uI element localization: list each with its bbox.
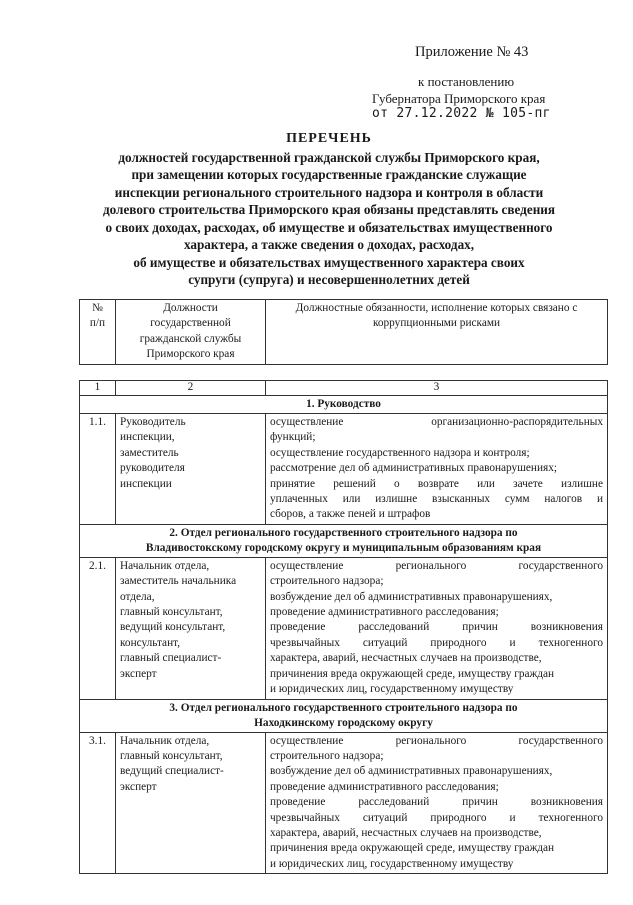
section-title-row	[80, 699, 608, 732]
duty-line: чрезвычайных ситуаций природного и техногенного	[270, 636, 603, 649]
title-line: супруги (супруга) и несовершеннолетних детей	[188, 272, 470, 287]
section-title	[80, 699, 608, 732]
duty-line: строительного надзора;	[270, 575, 384, 588]
section-title-row	[80, 524, 608, 557]
duties-cell	[266, 414, 608, 525]
duty-line: проведение административного расследования;	[270, 606, 499, 619]
duties-cell	[266, 732, 608, 874]
positions-table-body	[80, 381, 608, 874]
position-line: отдела,	[120, 590, 155, 603]
section-title	[80, 396, 608, 414]
title-line: при замещении которых государственные гражданские служащие	[131, 167, 527, 182]
section-title-line: 2. Отдел регионального государственного строительного надзора по	[169, 526, 518, 539]
title-line: долевого строительства Приморского края обязаны представлять сведения	[102, 202, 556, 217]
section-title-line: 1. Руководство	[306, 398, 381, 410]
duties-cell	[266, 557, 608, 699]
title-line: инспекции регионального строительного надзора и контроля в области	[114, 184, 544, 200]
title-line: характера, а также сведения о доходах, расходах,	[183, 237, 475, 252]
column-header-row	[80, 300, 608, 365]
duty-line: характера, аварий, несчастных случаев на производстве,	[270, 826, 542, 839]
header-text: п/п	[89, 317, 106, 330]
resolution-ref-line2: Губернатора Приморского края	[372, 91, 546, 106]
duty-line: причинения вреда окружающей среде, имуществу граждан	[270, 667, 555, 680]
position-cell	[116, 732, 266, 874]
header-num-cell	[80, 300, 116, 365]
header-text: №	[92, 302, 103, 314]
header-text: гражданской службы	[139, 332, 242, 345]
duty-line: осуществление регионального государственного	[270, 559, 603, 572]
position-line: заместитель	[120, 446, 179, 459]
duty-line: причинения вреда окружающей среде, имуществу граждан	[270, 842, 555, 855]
column-number: 1	[80, 381, 116, 396]
section-title-line: Находкинскому городскому округу	[254, 716, 433, 729]
position-line: инспекции	[120, 477, 172, 490]
duty-line: чрезвычайных ситуаций природного и техногенного	[270, 811, 603, 824]
position-line: эксперт	[120, 667, 157, 680]
positions-table	[79, 380, 608, 874]
position-line: главный специалист-	[120, 652, 222, 665]
duty-line: рассмотрение дел об административных правонарушениях;	[270, 462, 557, 475]
section-title-line: 3. Отдел регионального государственного строительного надзора по	[169, 701, 518, 714]
column-number-row	[80, 381, 608, 396]
resolution-date-number: от 27.12.2022 № 105-пг	[372, 106, 551, 121]
duty-line: осуществление государственного надзора и контроля;	[270, 446, 530, 459]
table-row	[80, 557, 608, 699]
position-line: заместитель начальника	[120, 575, 237, 588]
column-number: 2	[116, 381, 266, 396]
table-row	[80, 414, 608, 525]
resolution-ref-line1: к постановлению	[418, 74, 515, 89]
position-line: консультант,	[120, 636, 181, 649]
title-line: об имуществе и обязательствах имущественного характера своих	[133, 254, 525, 270]
header-position-cell	[116, 300, 266, 365]
duty-line: возбуждение дел об административных правонарушениях,	[270, 590, 553, 603]
row-number: 2.1.	[80, 557, 116, 699]
position-line: Начальник отдела,	[120, 734, 210, 747]
position-line: Начальник отдела,	[120, 559, 210, 572]
section-title	[80, 524, 608, 557]
position-line: ведущий консультант,	[120, 621, 226, 634]
title-line: должностей государственной гражданской службы Приморского края,	[118, 149, 540, 165]
duty-line: и юридических лиц, государственному имуществу	[270, 683, 514, 696]
duty-line: и юридических лиц, государственному имуществу	[270, 857, 514, 870]
column-number: 3	[266, 381, 608, 396]
row-number: 1.1.	[80, 414, 116, 525]
header-text: Должности	[163, 302, 218, 314]
position-line: Руководитель	[120, 416, 186, 428]
header-text: государственной	[150, 317, 231, 330]
header-text: Приморского края	[146, 348, 235, 361]
section-title-row	[80, 396, 608, 414]
duty-line: проведение расследований причин возникновения	[270, 796, 603, 809]
header-duties-cell	[266, 300, 608, 365]
title-heading: ПЕРЕЧЕНЬ	[286, 131, 372, 146]
title-line: о своих доходах, расходах, об имуществе и обязательствах имущественного	[105, 219, 553, 235]
position-line: инспекции,	[120, 431, 175, 444]
duty-line: принятие решений о возврате или зачете излишне	[270, 477, 603, 490]
position-cell	[116, 414, 266, 525]
position-line: главный консультант,	[120, 606, 223, 619]
duty-line: возбуждение дел об административных правонарушениях,	[270, 765, 553, 778]
duty-line: сборов, а также пеней и штрафов	[270, 508, 431, 521]
position-cell	[116, 557, 266, 699]
position-line: эксперт	[120, 780, 157, 793]
row-number: 3.1.	[80, 732, 116, 874]
table-row	[80, 732, 608, 874]
document-title	[70, 130, 588, 289]
position-line: руководителя	[120, 462, 185, 475]
header-text: коррупционными рисками	[372, 317, 501, 330]
appendix-number: Приложение № 43	[415, 44, 529, 60]
duty-line: осуществление организационно-распорядительных	[270, 416, 603, 428]
duty-line: строительного надзора;	[270, 749, 384, 762]
duty-line: функций;	[270, 431, 316, 444]
position-line: ведущий специалист-	[120, 765, 224, 778]
position-line: главный консультант,	[120, 749, 223, 762]
duty-line: осуществление регионального государственного	[270, 734, 603, 747]
header-text: Должностные обязанности, исполнение которых связано с	[295, 302, 578, 314]
column-header-table	[79, 299, 608, 365]
duty-line: проведение расследований причин возникновения	[270, 621, 603, 634]
duty-line: проведение административного расследования;	[270, 780, 499, 793]
duty-line: характера, аварий, несчастных случаев на производстве,	[270, 652, 542, 665]
section-title-line: Владивостокскому городскому округу и муниципальным образованиям края	[145, 541, 542, 554]
duty-line: уплаченных или излишне взысканных сумм налогов и	[270, 493, 603, 506]
